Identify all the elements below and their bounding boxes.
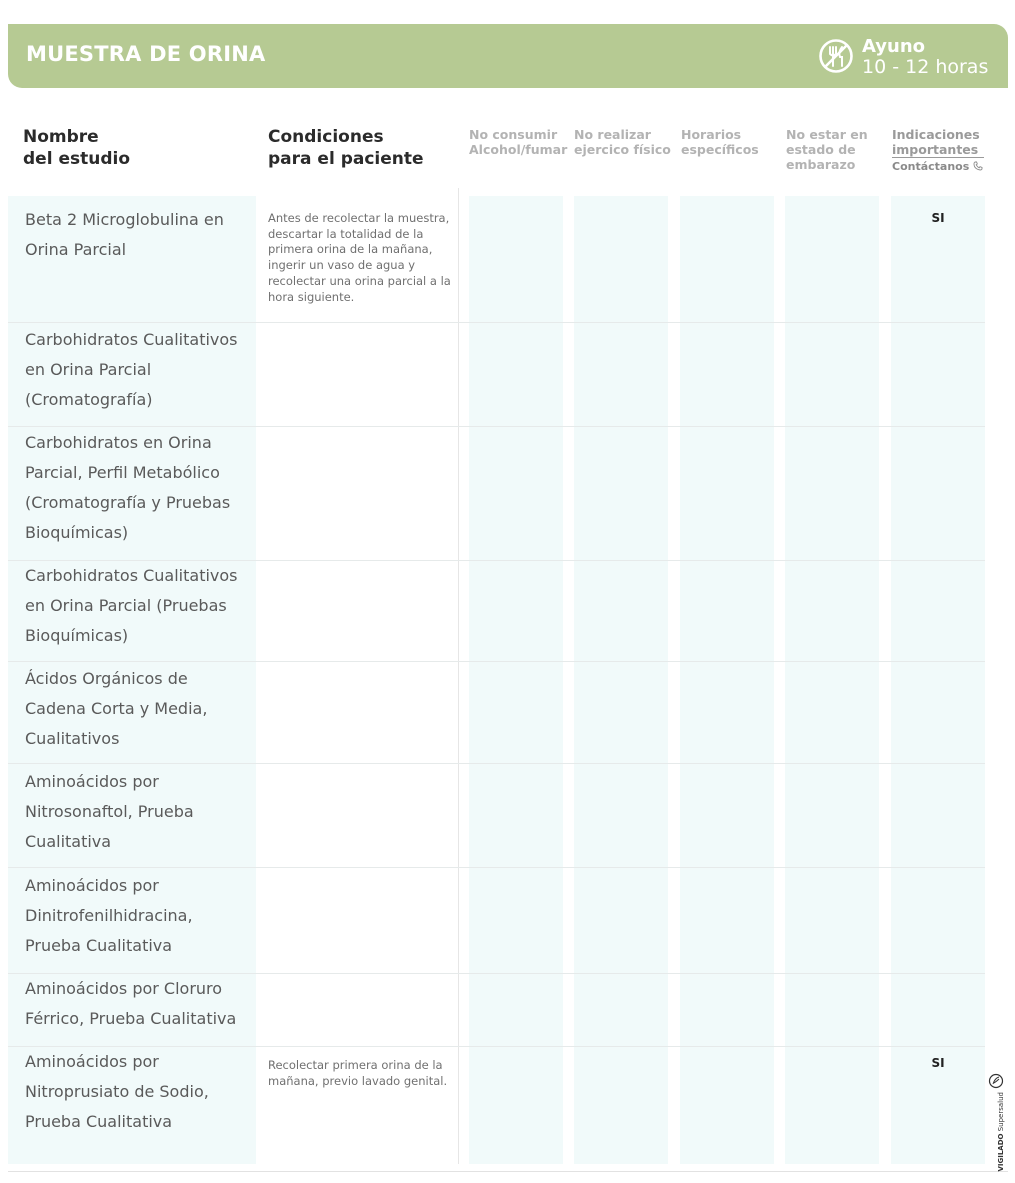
vigilado-supersalud (997, 1092, 1005, 1172)
section-title: MUESTRA DE ORINA (26, 42, 266, 66)
phone-icon (973, 161, 983, 171)
vigilado-label: VIGILADO (997, 1133, 1005, 1172)
header-conditions-line1: Condiciones (268, 127, 384, 147)
header-conditions (268, 126, 424, 170)
header-study-name (23, 126, 130, 170)
fasting-hours: 10 - 12 horas (862, 56, 989, 78)
table-bottom-border (8, 1171, 1008, 1172)
study-condition: Antes de recolectar la muestra, descartar la totalidad de la primera orina de la mañana, ingerir un vaso de agua y recolectar una orina parcial a la hora siguiente. (268, 211, 451, 304)
header-alcohol (469, 127, 567, 157)
row-separator (8, 763, 985, 764)
header-exercise-line1: No realizar (574, 127, 651, 142)
column-schedule-bg (680, 196, 774, 1164)
header-schedule-line2: específicos (681, 142, 759, 157)
row-separator (8, 661, 985, 662)
header-important-line2: importantes (892, 142, 984, 158)
header-pregnancy-line2: estado de (786, 142, 856, 157)
header-important-line1: Indicaciones (892, 127, 980, 142)
column-important-bg (891, 196, 985, 1164)
supersalud-logo-icon (988, 1073, 1004, 1089)
header-pregnancy-line3: embarazo (786, 157, 856, 172)
header-schedule (681, 127, 759, 157)
row-separator (8, 426, 985, 427)
header-study-name-line1: Nombre (23, 127, 99, 147)
column-pregnancy-bg (785, 196, 879, 1164)
contact-link[interactable] (892, 159, 984, 174)
study-name: Ácidos Orgánicos de Cadena Corta y Media, Cualitativos (25, 669, 208, 748)
column-exercise-bg (574, 196, 668, 1164)
header-alcohol-line2: Alcohol/fumar (469, 142, 568, 157)
no-food-icon (818, 38, 854, 74)
supersalud-label: Supersalud (997, 1092, 1005, 1132)
header-exercise (574, 127, 671, 157)
row-separator (8, 867, 985, 868)
important-flag: SI (931, 211, 945, 225)
study-name: Carbohidratos en Orina Parcial, Perfil Metabólico (Cromatografía y Pruebas Bioquímicas) (25, 433, 231, 542)
section-banner (8, 24, 1008, 88)
header-conditions-line2: para el paciente (268, 149, 424, 169)
header-alcohol-line1: No consumir (469, 127, 558, 142)
column-alcohol-bg (469, 196, 563, 1164)
important-flag: SI (931, 1056, 945, 1070)
header-important (892, 127, 984, 174)
header-schedule-line1: Horarios (681, 127, 742, 142)
row-separator (8, 322, 985, 323)
study-name: Beta 2 Microglobulina en Orina Parcial (25, 210, 224, 259)
fasting-title: Ayuno (862, 36, 926, 57)
study-name: Carbohidratos Cualitativos en Orina Parcial (Pruebas Bioquímicas) (25, 566, 238, 645)
contact-label: Contáctanos (892, 160, 970, 173)
study-name: Aminoácidos por Nitroprusiato de Sodio, Prueba Cualitativa (25, 1052, 209, 1131)
header-pregnancy-line1: No estar en (786, 127, 868, 142)
study-name: Carbohidratos Cualitativos en Orina Parcial (Cromatografía) (25, 330, 238, 409)
column-divider (458, 188, 459, 1164)
study-name: Aminoácidos por Cloruro Férrico, Prueba Cualitativa (25, 979, 237, 1028)
header-exercise-line2: ejercico físico (574, 142, 671, 157)
header-pregnancy (786, 127, 868, 172)
header-study-name-line2: del estudio (23, 149, 130, 169)
study-condition: Recolectar primera orina de la mañana, previo lavado genital. (268, 1058, 448, 1088)
study-name: Aminoácidos por Nitrosonaftol, Prueba Cualitativa (25, 772, 194, 851)
study-name: Aminoácidos por Dinitrofenilhidracina, Prueba Cualitativa (25, 876, 193, 955)
